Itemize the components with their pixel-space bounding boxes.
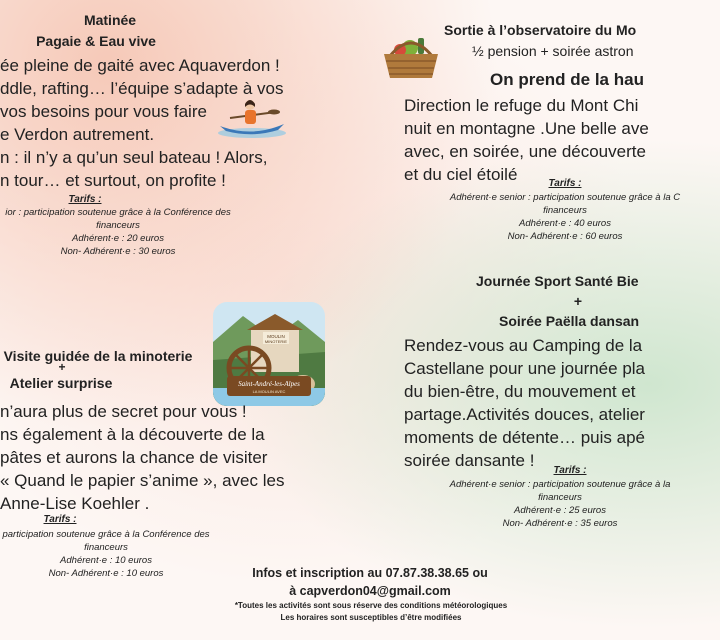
plus-sign: +	[58, 360, 66, 374]
text-line: moments de détente… puis apé	[404, 428, 645, 447]
minoterie-tarifs	[0, 528, 212, 580]
picnic-basket-illustration	[380, 34, 442, 82]
tarif-line: Non- Adhérent·e : 60 euros	[507, 231, 623, 242]
text-line: et du ciel étoilé	[404, 165, 518, 184]
mill-illustration	[213, 302, 325, 406]
observatoire-text	[404, 94, 649, 186]
tarif-line: Adhérent·e : 25 euros	[514, 505, 606, 516]
minoterie-title: Visite guidée de la minoterie	[3, 348, 193, 364]
sport-text	[404, 334, 645, 472]
text-line: ée pleine de gaité avec Aquaverdon !	[0, 56, 280, 75]
banner-line1: Saint-André-les-Alpes	[238, 380, 300, 388]
tarif-line: Adhérent·e : 20 euros	[72, 233, 164, 244]
matinee-subtitle: Pagaie & Eau vive	[36, 33, 156, 49]
sign-line1: MOULIN	[267, 334, 285, 339]
footer-note: *Toutes les activités sont sous réserve des conditions météorologiques	[234, 601, 508, 610]
text-line: pâtes et aurons la chance de visiter	[0, 448, 268, 467]
tarif-line: participation soutenue grâce à la Conférence des	[2, 529, 210, 540]
observatoire-heading: On prend de la hau	[490, 70, 644, 89]
tarifs-title: Tarifs :	[553, 465, 587, 476]
tarif-line: Adhérent·e : 40 euros	[519, 218, 611, 229]
plus-sign: +	[573, 293, 583, 309]
banner-line2: LA MOULIN AVEC	[252, 389, 286, 394]
observatoire-tarifs	[410, 191, 720, 243]
text-line: Anne-Lise Koehler .	[0, 494, 150, 513]
text-line: n : il n’y a qu’un seul bateau ! Alors,	[0, 148, 268, 167]
text-line: avec, en soirée, une découverte	[404, 142, 646, 161]
sign-line2: MINOTERIE	[264, 339, 288, 344]
footer-note: Les horaires sont susceptibles d’être modifiées	[280, 613, 462, 622]
tarif-line: ior : participation soutenue grâce à la Conférence des	[5, 207, 231, 218]
tarifs-title: Tarifs :	[43, 514, 77, 525]
text-line: Direction le refuge du Mont Chi	[404, 96, 639, 115]
kayak-illustration	[214, 96, 288, 140]
observatoire-subtitle: ½ pension + soirée astron	[472, 43, 634, 59]
tarif-line: Adhérent·e senior : participation soutenue grâce à la	[449, 479, 671, 490]
sport-tarifs	[410, 478, 710, 530]
tarif-line: Non- Adhérent·e : 10 euros	[48, 568, 164, 579]
tarif-line: Adhérent·e : 10 euros	[60, 555, 152, 566]
text-line: « Quand le papier s’anime », avec les	[0, 471, 285, 490]
observatoire-title: Sortie à l’observatoire du Mo	[444, 22, 637, 38]
matinee-title: Matinée	[83, 12, 137, 28]
tarif-line: Non- Adhérent·e : 30 euros	[60, 246, 176, 257]
text-line: e Verdon autrement.	[0, 125, 155, 144]
text-line: n’aura plus de secret pour vous !	[0, 402, 247, 421]
matinee-tarifs	[0, 206, 236, 258]
text-line: Castellane pour une journée pla	[404, 359, 646, 378]
tarif-line: financeurs	[96, 220, 140, 231]
tarif-line: financeurs	[543, 205, 587, 216]
tarif-line: Adhérent·e senior : participation soutenue grâce à la C	[449, 192, 681, 203]
minoterie-text	[0, 400, 284, 515]
text-line: ns également à la découverte de la	[0, 425, 265, 444]
text-line: vos besoins pour vous faire	[0, 102, 207, 121]
text-line: nuit en montagne .Une belle ave	[404, 119, 649, 138]
tarifs-title: Tarifs :	[68, 194, 102, 205]
footer-email: à capverdon04@gmail.com	[289, 584, 451, 598]
text-line: ddle, rafting… l’équipe s’adapte à vos	[0, 79, 284, 98]
text-line: soirée dansante !	[404, 451, 535, 470]
text-line: partage.Activités douces, atelier	[404, 405, 645, 424]
tarif-line: Non- Adhérent·e : 35 euros	[502, 518, 618, 529]
text-line: du bien-être, du mouvement et	[404, 382, 636, 401]
text-line: Rendez-vous au Camping de la	[404, 336, 643, 355]
footer-info: Infos et inscription au 07.87.38.38.65 ou	[252, 566, 488, 580]
tarif-line: financeurs	[84, 542, 128, 553]
minoterie-subtitle: Atelier surprise	[9, 375, 113, 391]
tarifs-title: Tarifs :	[548, 178, 582, 189]
sport-subtitle: Soirée Paëlla dansan	[499, 313, 640, 329]
tarif-line: financeurs	[538, 492, 582, 503]
text-line: n tour… et surtout, on profite !	[0, 171, 226, 190]
sport-title: Journée Sport Santé Bie	[476, 273, 639, 289]
